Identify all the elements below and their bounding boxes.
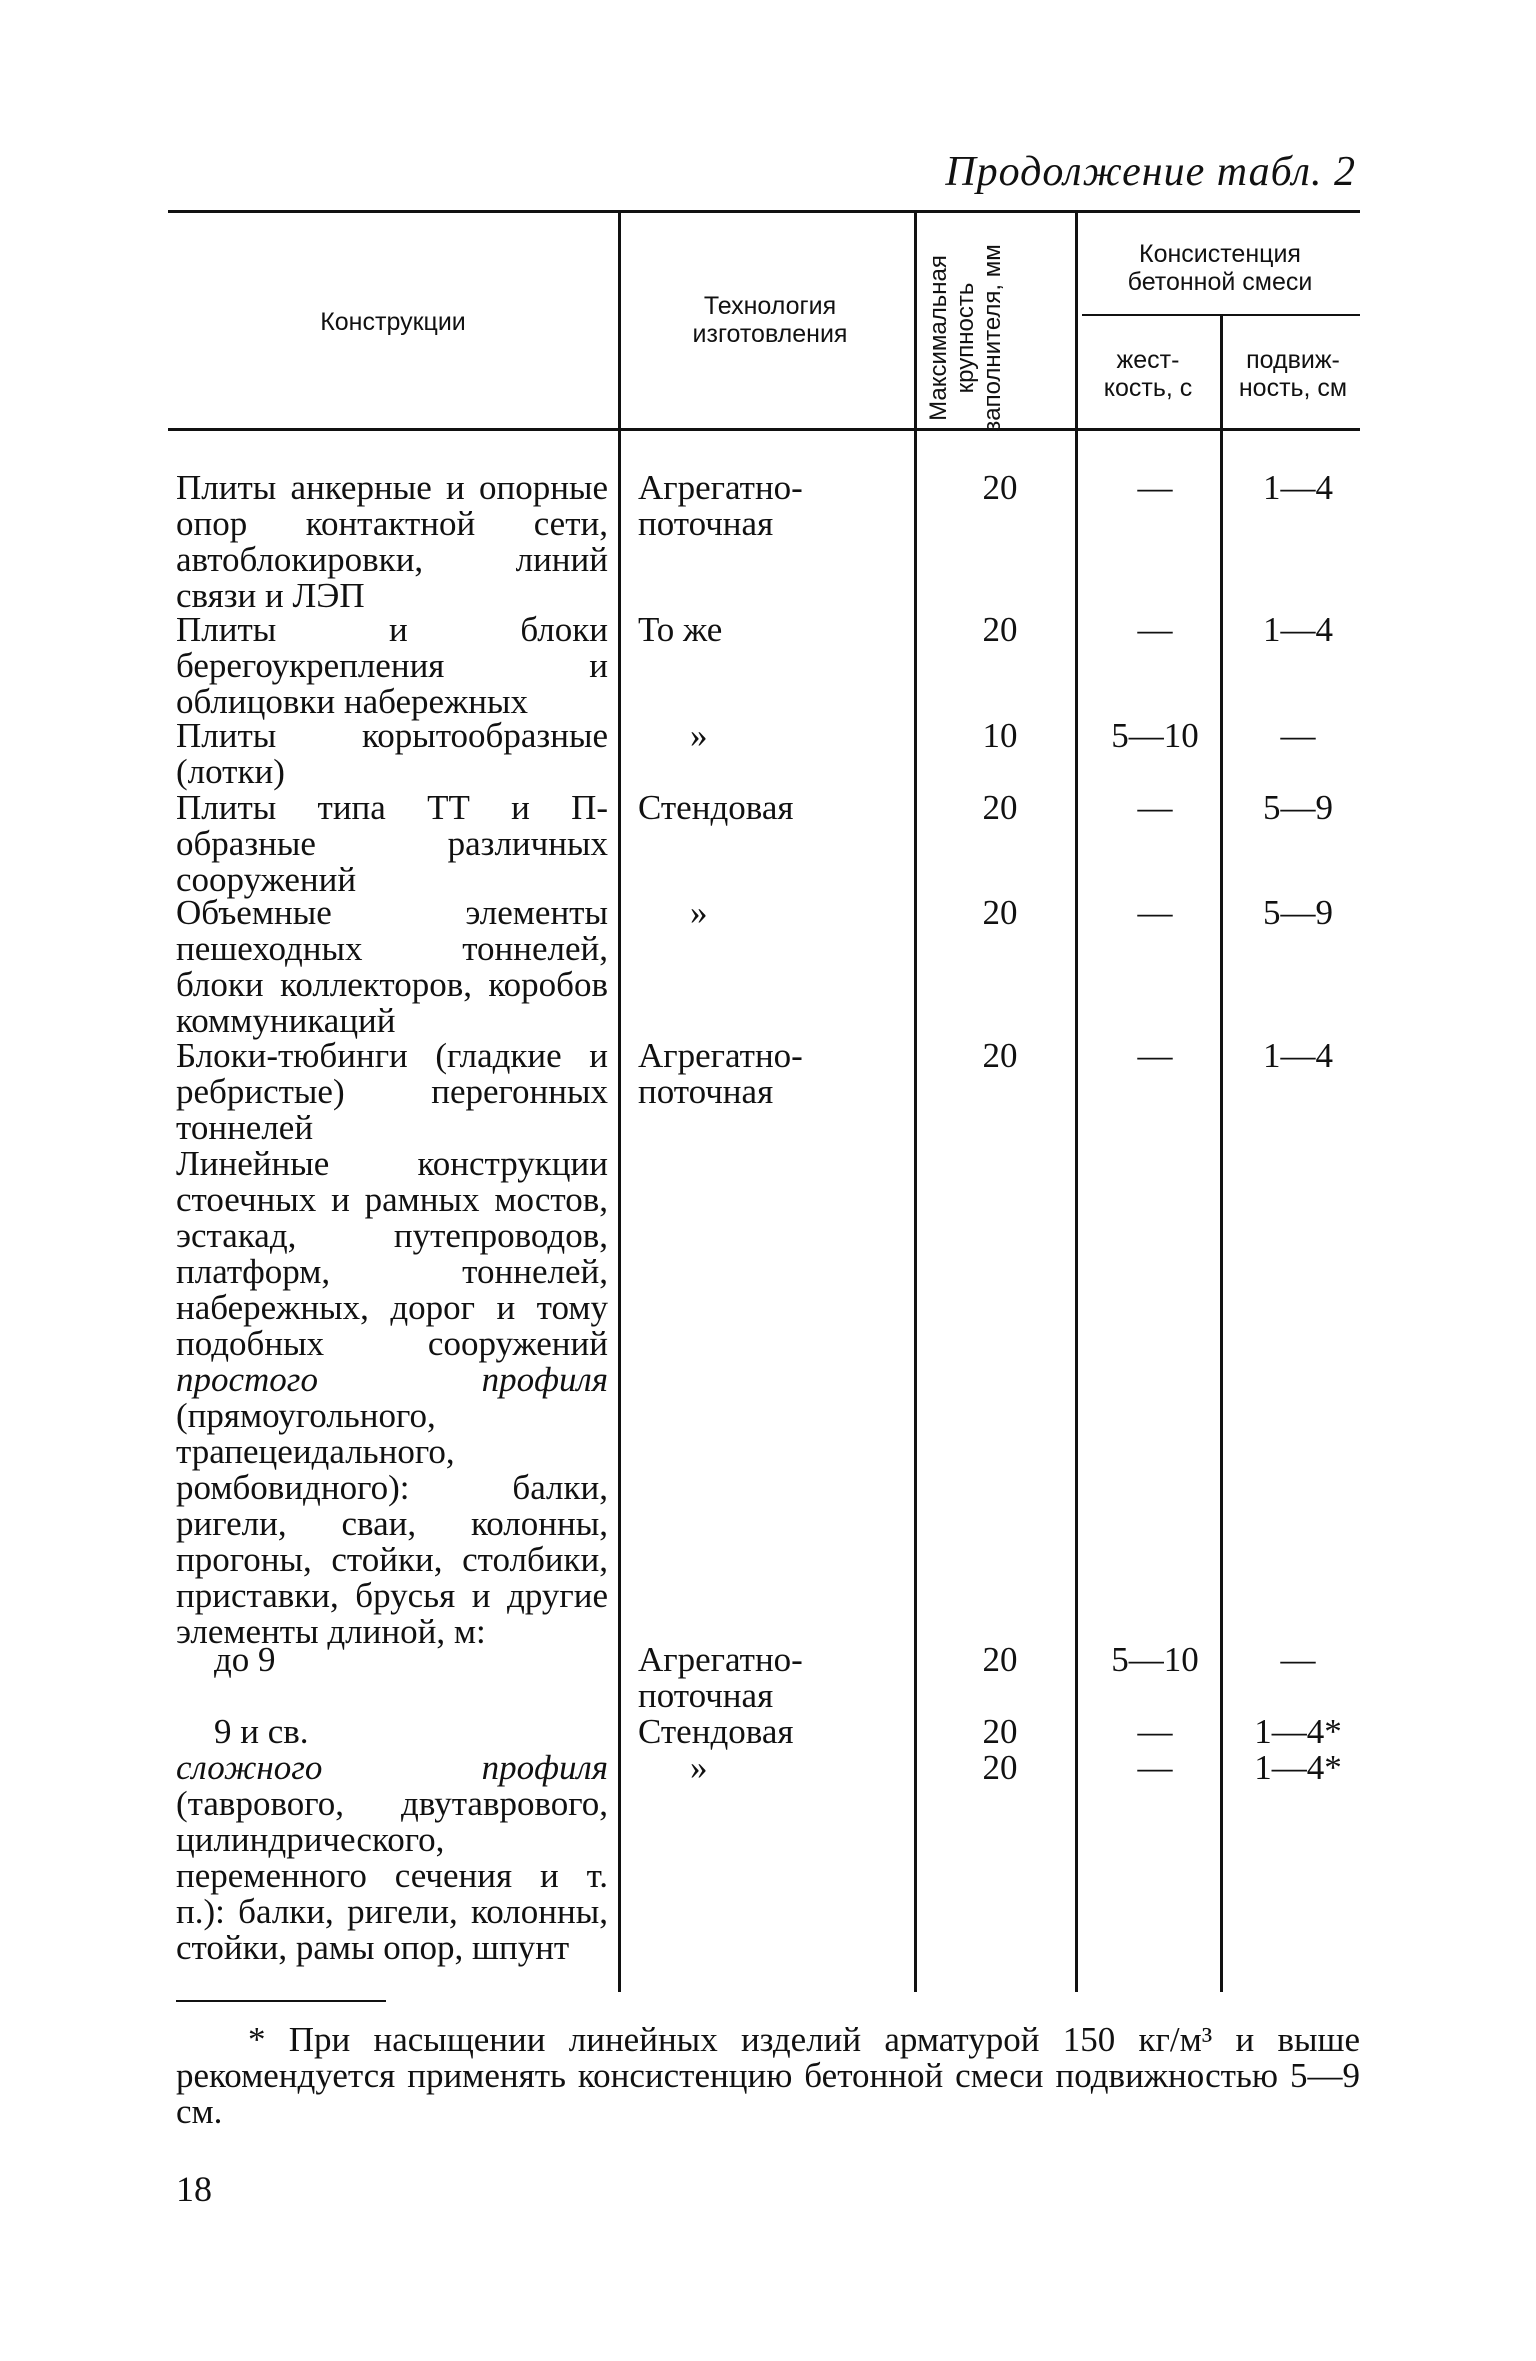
row-2-max-size: 20 (982, 610, 1018, 649)
row-1-construction: Плиты анкерные и опорные опор контактной сети, автоблокировки, линий связи и ЛЭП (176, 468, 608, 615)
header-bottom-rule (168, 428, 1360, 431)
simple-profile-text: (прямоугольного, трапецеидального, ромбовидного): балки, ригели, сваи, колонны, прогоны, стойки, столбики, приставки, брусья и другие элементы длиной, м: (176, 1396, 608, 1651)
row-3-mobility: — (1280, 716, 1316, 755)
length-up-to-9-label: до 9 (214, 1640, 276, 1679)
up-to-9-mobility: — (1280, 1640, 1316, 1679)
complex-profile-hardness: — (1137, 1748, 1173, 1787)
row-6-hardness: — (1137, 1036, 1173, 1075)
row-3-construction: Плиты корытообразные (лотки) (176, 716, 608, 791)
row-5-hardness: — (1137, 893, 1173, 932)
column-rule-1 (618, 212, 621, 1992)
row-4-technology: Стендовая (638, 788, 794, 827)
simple-profile-label: простого профиля (176, 1360, 608, 1399)
row-4-hardness: — (1137, 788, 1173, 827)
row-1-mobility: 1—4 (1263, 468, 1333, 507)
9-and-over-hardness: — (1137, 1712, 1173, 1751)
page-number: 18 (176, 2169, 212, 2209)
table-footnote: * При насыщении линейных изделий арматурой 150 кг/м³ и выше рекомендуется применять консистенцию бетонной смеси подвижностью 5—9 см. (176, 2020, 1360, 2131)
row-6-mobility: 1—4 (1263, 1036, 1333, 1075)
row-2-technology: То же (638, 610, 723, 649)
row-2-hardness: — (1137, 610, 1173, 649)
row-3-technology: » (690, 716, 708, 755)
header-constructions: Конструкции (320, 308, 466, 336)
9-and-over-max-size: 20 (982, 1712, 1018, 1751)
row-4-mobility: 5—9 (1263, 788, 1333, 827)
column-rule-3 (1075, 212, 1078, 1992)
row-4-max-size: 20 (982, 788, 1018, 827)
row-5-construction: Объемные элементы пешеходных тоннелей, блоки коллекторов, коробов коммуникаций (176, 893, 608, 1040)
row-2-mobility: 1—4 (1263, 610, 1333, 649)
row-6-max-size: 20 (982, 1036, 1018, 1075)
complex-profile-label: сложного профиля (176, 1748, 608, 1787)
row-4-construction: Плиты типа ТТ и П-образные различных сооружений (176, 788, 608, 899)
row-2-construction: Плиты и блоки берегоукрепления и облицовки набережных (176, 610, 608, 721)
header-technology: Технология изготовления (692, 292, 848, 348)
up-to-9-hardness: 5—10 (1111, 1640, 1199, 1679)
complex-profile-description: (таврового, двутаврового, цилиндрического, переменного сечения и т. п.): балки, ригели, колонны, стойки, рамы опор, шпунт (176, 1784, 608, 1967)
table-top-rule (168, 210, 1360, 213)
row-1-technology: Агрегатно-поточная (638, 468, 803, 543)
length-9-and-over-label: 9 и св. (214, 1712, 309, 1751)
complex-profile-mobility: 1—4* (1254, 1748, 1342, 1787)
row-3-hardness: 5—10 (1111, 716, 1199, 755)
row-5-max-size: 20 (982, 893, 1018, 932)
9-and-over-technology: Стендовая (638, 1712, 794, 1751)
9-and-over-mobility: 1—4* (1254, 1712, 1342, 1751)
complex-profile-text (176, 1750, 608, 1966)
up-to-9-max-size: 20 (982, 1640, 1018, 1679)
linear-constructions-text (176, 1146, 608, 1650)
column-rule-2 (914, 212, 917, 1992)
continuation-caption: Продолжение табл. 2 (945, 149, 1356, 195)
complex-profile-technology: » (690, 1748, 708, 1787)
row-1-hardness: — (1137, 468, 1173, 507)
header-consistency: Консистенция бетонной смеси (1127, 240, 1313, 296)
linear-intro: Линейные конструкции стоечных и рамных мостов, эстакад, путепроводов, платформ, тоннелей, набережных, дорог и тому подобных сооружений (176, 1144, 608, 1363)
row-1-max-size: 20 (982, 468, 1018, 507)
row-6-technology: Агрегатно-поточная (638, 1036, 803, 1111)
header-mobility: подвиж-ность, см (1238, 346, 1348, 402)
footnote-separator (176, 2000, 386, 2002)
complex-profile-max-size: 20 (982, 1748, 1018, 1787)
row-5-technology: » (690, 893, 708, 932)
header-hardness: жест-кость, с (1103, 346, 1193, 402)
row-6-construction: Блоки-тюбинги (гладкие и ребристые) перегонных тоннелей (176, 1036, 608, 1147)
header-max-aggregate-size: Максимальная крупность заполнителя, мм (925, 244, 1006, 432)
up-to-9-technology: Агрегатно-поточная (638, 1640, 803, 1715)
row-3-max-size: 10 (982, 716, 1018, 755)
row-5-mobility: 5—9 (1263, 893, 1333, 932)
